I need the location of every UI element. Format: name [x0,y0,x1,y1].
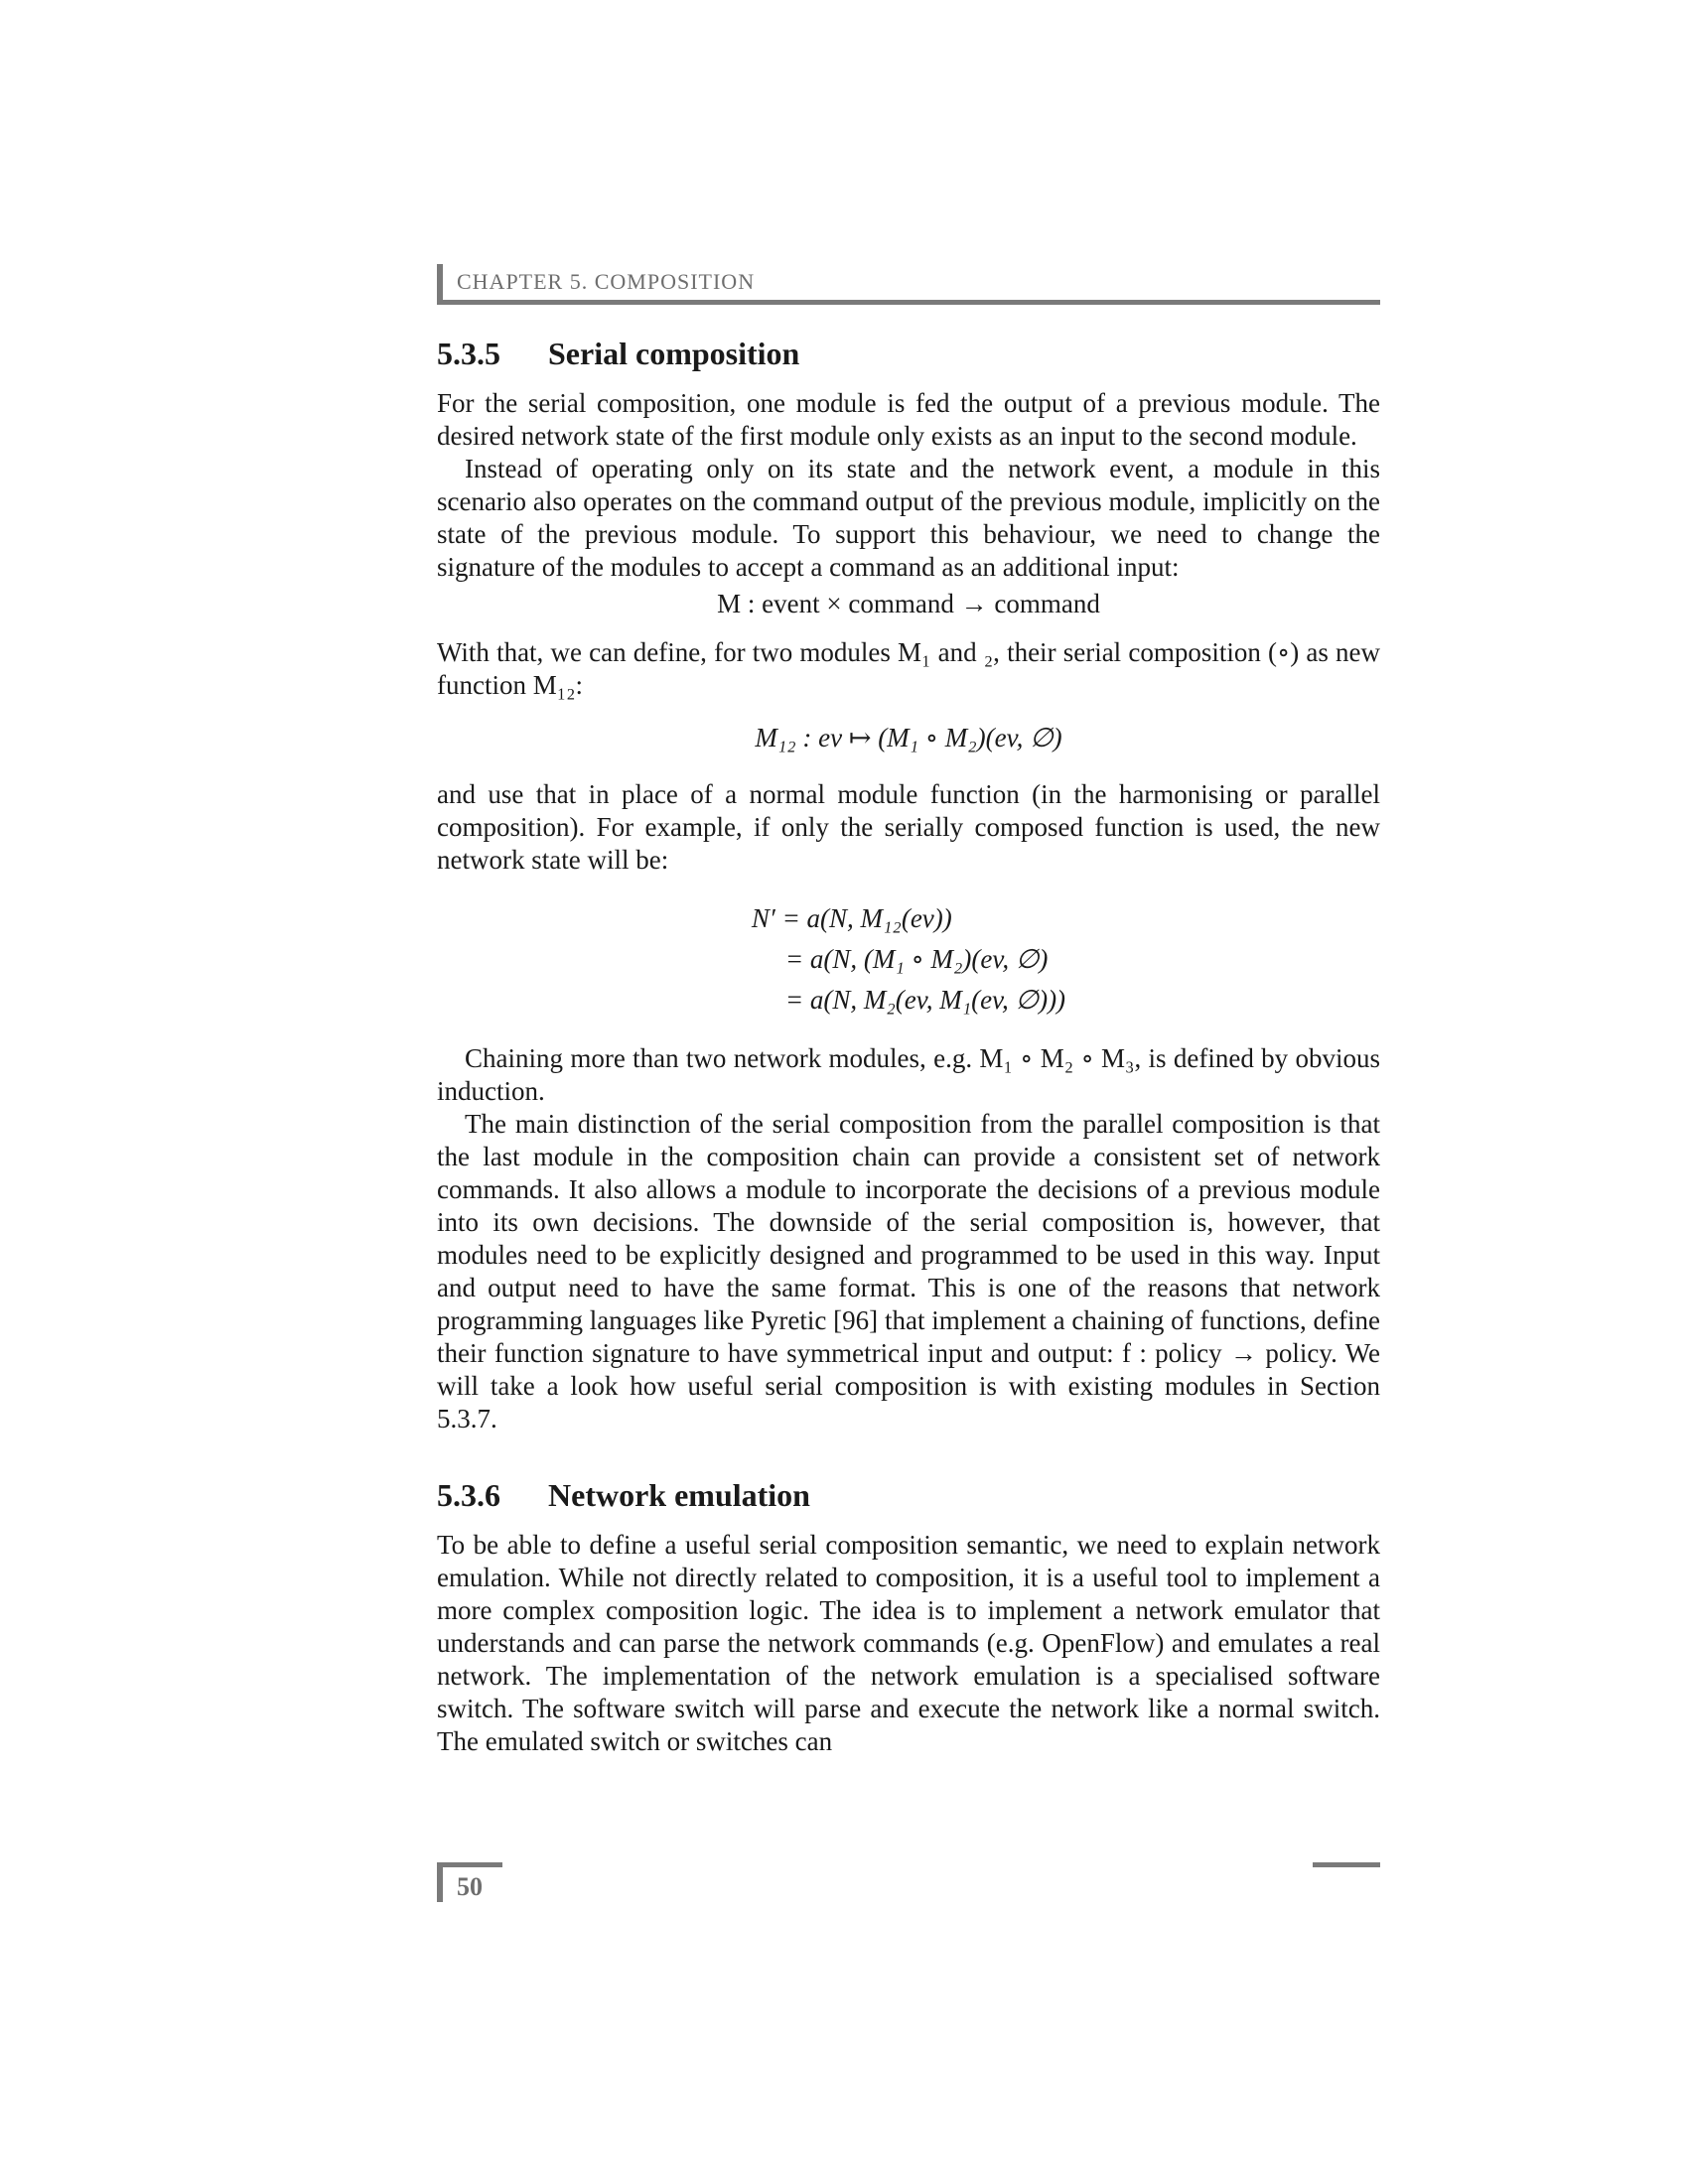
section-heading-5-3-6 [437,1475,1380,1515]
footer-rule-left [437,1862,502,1867]
paragraph: and use that in place of a normal module function (in the harmonising or parallel composition). For example, if only the serially composed function is used, the new network state will be: [437,779,1380,875]
running-title: CHAPTER 5. COMPOSITION [457,269,756,294]
equation-line: = a(N, M₂(ev, M₁(ev, ∅))) [784,985,1066,1015]
section-title: Network emulation [548,1477,810,1513]
paragraph: Chaining more than two network modules, e.g. M₁ ∘ M₂ ∘ M₃, is defined by obvious induction. [437,1043,1380,1106]
section-number: 5.3.5 [437,336,500,371]
page-footer [437,1862,1380,1902]
equation-network-state [437,898,1380,1021]
equation-line: N′ = a(N, M₁₂(ev)) [751,903,952,933]
equation-signature: M : event × command → command [717,589,1100,618]
paragraph: With that, we can define, for two modules M₁ and ₂, their serial composition (∘) as new function M₁₂: [437,637,1380,700]
section-title: Serial composition [548,336,800,371]
header-rule [437,300,1380,305]
section-heading-5-3-5 [437,334,1380,373]
equation-line: = a(N, (M₁ ∘ M₂)(ev, ∅) [784,944,1049,974]
paragraph: To be able to define a useful serial composition semantic, we need to explain network emulation. While not directly related to composition, it is a useful tool to implement a more complex composition logic. The idea is to implement a network emulator that understands and can parse the network commands (e.g. OpenFlow) and emulates a real network. The implementation of the network emulation is a specialised software switch. The software switch will parse and execute the network like a normal switch. The emulated switch or switches can [437,1530,1380,1756]
running-header [437,264,1380,304]
paragraph: Instead of operating only on its state and the network event, a module in this scenario also operates on the command output of the previous module, implicitly on the state of the previous module. To support this behaviour, we need to change the signature of the modules to accept a command as an additional input: [437,454,1380,582]
page-body [437,328,1380,1758]
header-left-bar [437,264,443,304]
paragraph: The main distinction of the serial composition from the parallel composition is that the last module in the composition chain can provide a consistent set of network commands. It also allows a module to incorporate the decisions of a previous module into its own decisions. The downside of the serial composition is, however, that modules need to be explicitly designed and programmed to be used in this way. Input and output need to have the same format. This is one of the reasons that network programming languages like Pyretic [96] that implement a chaining of functions, define their function signature to have symmetrical input and output: f : policy → policy. We will take a look how useful serial composition is with existing modules in Section 5.3.7. [437,1109,1380,1433]
paragraph: For the serial composition, one module is fed the output of a previous module. The desired network state of the first module only exists as an input to the second module. [437,388,1380,451]
page-number: 50 [457,1872,483,1901]
equation-m12: M₁₂ : ev ↦ (M₁ ∘ M₂)(ev, ∅) [755,723,1062,752]
footer-left-bar [437,1862,443,1902]
footer-rule-right [1313,1862,1380,1867]
section-number: 5.3.6 [437,1477,500,1513]
